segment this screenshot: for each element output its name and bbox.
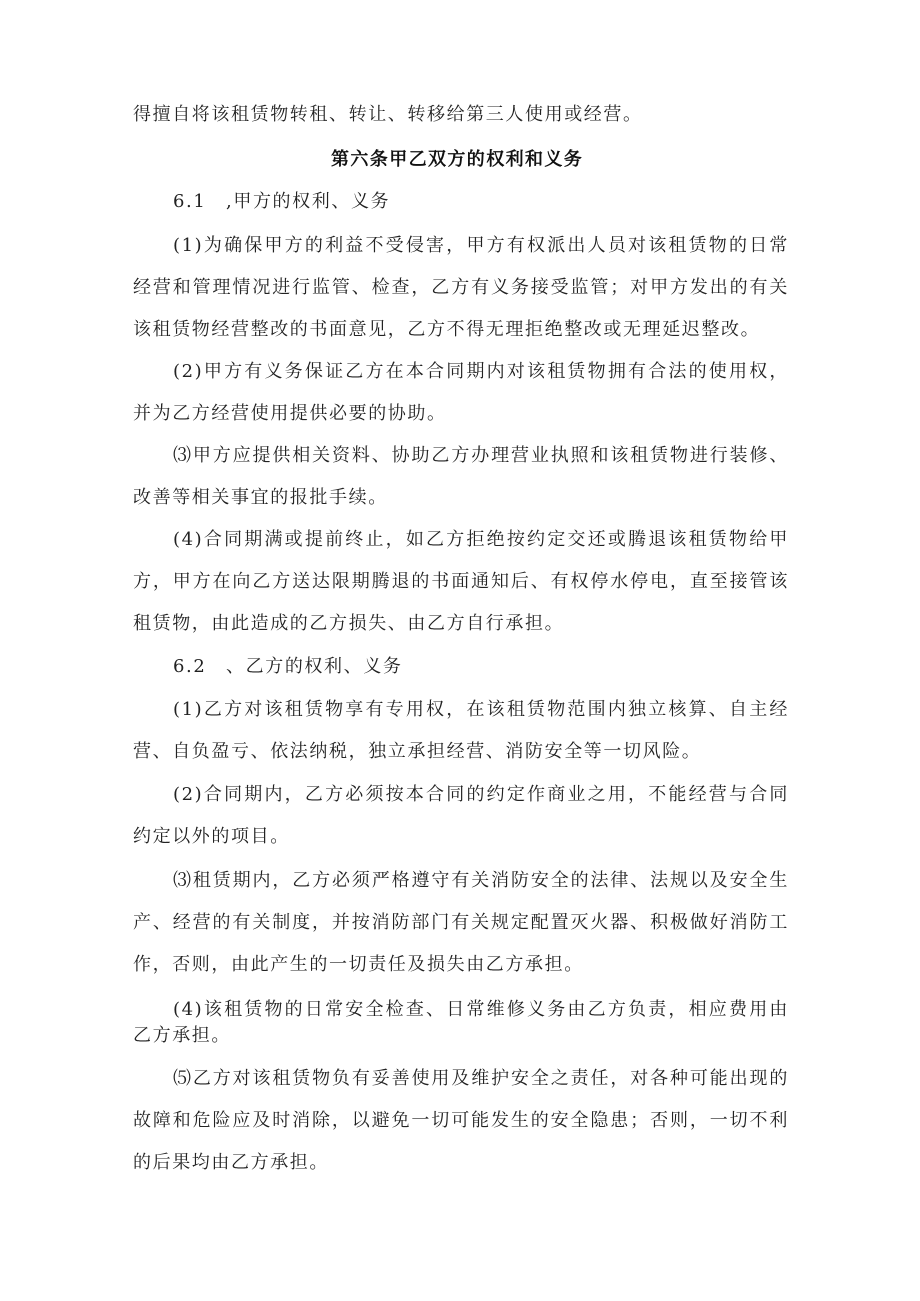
paragraph-line: 方，甲方在向乙方送达限期腾退的书面通知后、有权停水停电，直至接管该: [133, 571, 789, 592]
paragraph-line: 改善等相关事宜的报批手续。: [133, 487, 388, 508]
paragraph-line: (2)合同期内，乙方必须按本合同的约定作商业之用，不能经营与合同: [173, 784, 789, 805]
paragraph-line: (4)该租赁物的日常安全检查、日常维修义务由乙方负责，相应费用由: [173, 999, 789, 1020]
intro-line: 得擅自将该租赁物转租、转让、转移给第三人使用或经营。: [133, 104, 643, 125]
paragraph-line: 产、经营的有关制度，并按消防部门有关规定配置灭火器、积极做好消防工: [133, 912, 789, 933]
paragraph-line: 的后果均由乙方承担。: [133, 1152, 329, 1173]
paragraph-line: 租赁物，由此造成的乙方损失、由乙方自行承担。: [133, 613, 565, 634]
paragraph-line: 故障和危险应及时消除，以避免一切可能发生的安全隐患；否则，一切不利: [133, 1110, 789, 1131]
paragraph-line: (2)甲方有义务保证乙方在本合同期内对该租赁物拥有合法的使用权，: [173, 361, 789, 382]
paragraph-line: 营、自负盈亏、依法纳税，独立承担经营、消防安全等一切风险。: [133, 741, 702, 762]
section-a-heading: 6.1 ,甲方的权利、义务: [173, 191, 391, 212]
paragraph-line: (1)为确保甲方的利益不受侵害，甲方有权派出人员对该租赁物的日常: [173, 235, 789, 256]
paragraph-line: 经营和管理情况进行监管、检查，乙方有义务接受监管；对甲方发出的有关: [133, 277, 789, 298]
paragraph-line: (1)乙方对该租赁物享有专用权，在该租赁物范围内独立核算、自主经: [173, 699, 789, 720]
paragraph-line: (4)合同期满或提前终止，如乙方拒绝按约定交还或腾退该租赁物给甲: [173, 529, 789, 550]
paragraph-line: ⑶甲方应提供相关资料、协助乙方办理营业执照和该租赁物进行装修、: [173, 445, 789, 466]
section-b-heading: 6.2 、乙方的权利、义务: [173, 656, 403, 677]
paragraph-line: 作，否则，由此产生的一切责任及损失由乙方承担。: [133, 954, 584, 975]
paragraph-line: ⑶租赁期内，乙方必须严格遵守有关消防安全的法律、法规以及安全生: [173, 870, 789, 891]
paragraph-line: 该租赁物经营整改的书面意见，乙方不得无理拒绝整改或无理延迟整改。: [133, 319, 761, 340]
paragraph-line: 并为乙方经营使用提供必要的协助。: [133, 403, 447, 424]
article-title: 第六条甲乙双方的权利和义务: [331, 149, 584, 170]
paragraph-line: ⑸乙方对该租赁物负有妥善使用及维护安全之责任，对各种可能出现的: [173, 1068, 789, 1089]
paragraph-line: 乙方承担。: [133, 1025, 231, 1046]
paragraph-line: 约定以外的项目。: [133, 826, 290, 847]
